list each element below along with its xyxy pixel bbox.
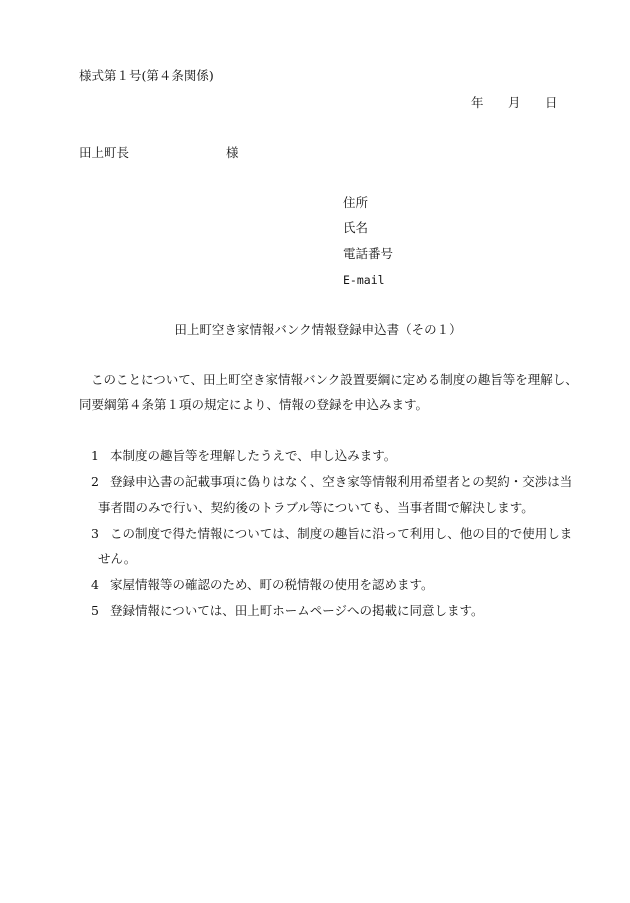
item-text: この制度で得た情報については、制度の趣旨に沿って利用し、他の目的で使用しま	[110, 526, 573, 541]
item-number: 3	[91, 526, 99, 541]
item-number: 1	[91, 448, 99, 463]
intro-line-2: 同要綱第４条第１項の規定により、情報の登録を申込みます。	[79, 397, 429, 412]
applicant-address-label: 住所	[343, 195, 369, 210]
item-text: 本制度の趣旨等を理解したうえで、申し込みます。	[110, 448, 397, 463]
document-title: 田上町空き家情報バンク情報登録申込書（その１）	[174, 322, 462, 337]
date-day-label: 日	[545, 95, 558, 110]
item-text: 登録情報については、田上町ホームページへの掲載に同意します。	[110, 603, 484, 618]
applicant-phone-label: 電話番号	[343, 246, 394, 261]
applicant-name-label: 氏名	[343, 220, 369, 235]
form-number: 様式第１号(第４条関係)	[79, 68, 214, 83]
applicant-email-label: E-mail	[343, 273, 385, 287]
item-number: 2	[91, 474, 99, 489]
item-text-continued: 事者間のみで行い、契約後のトラブル等についても、当事者間で解決します。	[98, 500, 534, 515]
addressee-honorific: 様	[226, 145, 239, 160]
intro-line-1: このことについて、田上町空き家情報バンク設置要綱に定める制度の趣旨等を理解し、	[91, 372, 578, 387]
item-text: 登録申込書の記載事項に偽りはなく、空き家等情報利用希望者との契約・交渉は当	[110, 474, 573, 489]
item-number: 5	[91, 603, 99, 618]
date-year-label: 年	[471, 95, 484, 110]
item-text: 家屋情報等の確認のため、町の税情報の使用を認めます。	[110, 577, 434, 592]
addressee-name: 田上町長	[79, 145, 130, 160]
item-number: 4	[91, 577, 99, 592]
item-text-continued: せん。	[98, 551, 137, 566]
date-month-label: 月	[508, 95, 521, 110]
